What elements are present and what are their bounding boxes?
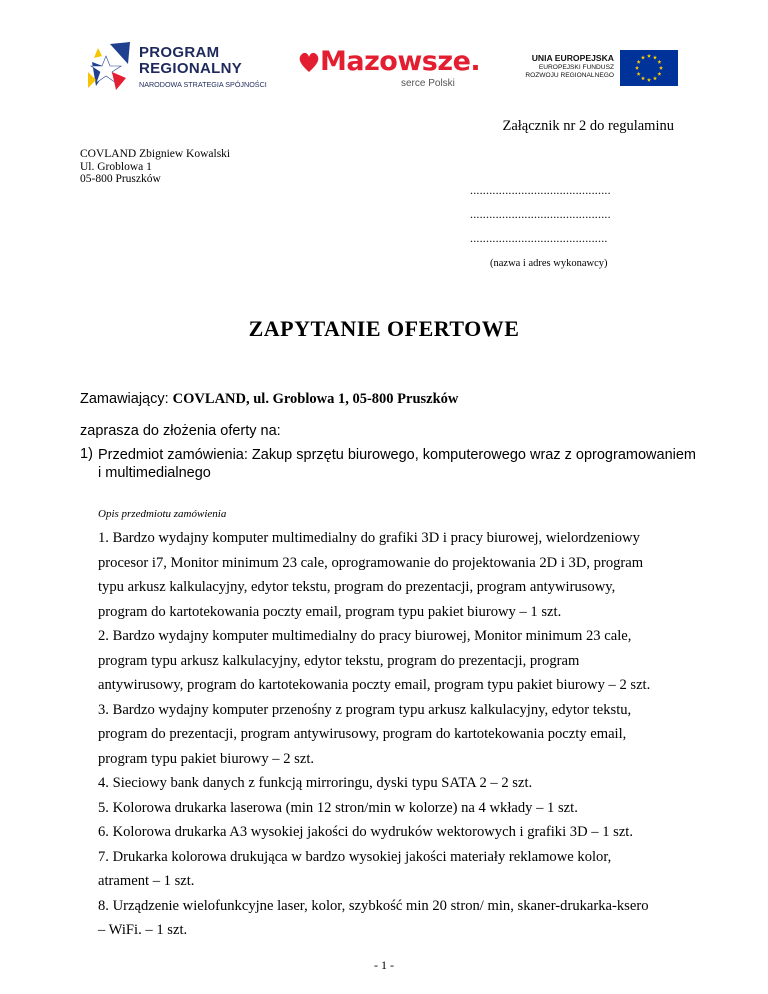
orderer-value: COVLAND, ul. Groblowa 1, 05-800 Pruszków — [172, 391, 459, 407]
item-line: antywirusowy, program do kartotekowania poczty email, program typu pakiet biurowy – 2 szt. — [98, 677, 651, 693]
item-line: program typu pakiet biurowy – 2 szt. — [98, 750, 315, 767]
item-line: 6. Kolorowa drukarka A3 wysokiej jakości do wydruków wektorowych i grafiki 3D – 1 szt. — [98, 824, 634, 840]
eu-star-icon — [637, 72, 641, 76]
sender-address — [80, 148, 230, 186]
program-logo-line2: REGIONALNY — [139, 60, 243, 77]
item-line: program typu arkusz kalkulacyjny, edytor tekstu, program do prezentacji, program — [98, 652, 580, 669]
program-regionalny-logo — [86, 42, 268, 92]
eu-star-icon — [653, 55, 657, 59]
program-logo-subtitle: NARODOWA STRATEGIA SPÓJNOŚCI — [139, 80, 267, 89]
heart-icon — [298, 50, 320, 74]
mazowsze-logo-word: Mazowsze. — [320, 46, 481, 77]
star-emblem-icon — [86, 42, 136, 92]
item-line: program do prezentacji, program antywirusowy, program do kartotekowania poczty email, — [98, 726, 627, 742]
eu-logo — [512, 50, 678, 86]
eu-logo-line1: UNIA EUROPEJSKA — [531, 53, 614, 63]
item-line: 1. Bardzo wydajny komputer multimedialny do grafiki 3D i pracy biurowej, wielordzeniowy — [98, 530, 640, 546]
eu-star-icon — [641, 55, 645, 59]
eu-logo-line3: ROZWOJU REGIONALNEGO — [525, 72, 614, 79]
sender-street: Ul. Groblowa 1 — [80, 160, 152, 173]
point-line: Przedmiot zamówienia: Zakup sprzętu biurowego, komputerowego wraz z oprogramowaniem — [98, 447, 696, 463]
page-number: - 1 - — [374, 958, 394, 972]
item-line: procesor i7, Monitor minimum 23 cale, oprogramowanie do projektowania 2D i 3D, program — [98, 554, 644, 571]
item-line: program do kartotekowania poczty email, program typu pakiet biurowy – 1 szt. — [98, 603, 562, 620]
point-text — [98, 446, 698, 482]
item-line: 8. Urządzenie wielofunkcyjne laser, kolor, szybkość min 20 stron/ min, skaner-drukarka-ksero — [98, 897, 649, 914]
vendor-dots-line: ............................................ — [470, 207, 611, 221]
eu-star-icon — [657, 72, 661, 76]
eu-star-icon — [659, 66, 663, 70]
item-line: 5. Kolorowa drukarka laserowa (min 12 stron/min w kolorze) na 4 wkłady – 1 szt. — [98, 799, 578, 816]
eu-star-icon — [641, 76, 645, 80]
eu-flag-icon — [620, 50, 678, 86]
vendor-dots-line: ............................................ — [470, 183, 611, 197]
item-line: 2. Bardzo wydajny komputer multimedialny do pracy biurowej, Monitor minimum 23 cale, — [98, 628, 632, 644]
point-line: i multimedialnego — [98, 465, 211, 481]
eu-star-icon — [653, 76, 657, 80]
eu-star-icon — [647, 54, 651, 58]
description-heading: Opis przedmiotu zamówienia — [98, 508, 227, 520]
orderer-line — [80, 391, 458, 408]
program-logo-line1: PROGRAM — [139, 44, 220, 61]
item-line: typu arkusz kalkulacyjny, edytor tekstu, program do prezentacji, program antywirusowy, — [98, 579, 616, 595]
items-list — [98, 526, 698, 943]
annex-note: Załącznik nr 2 do regulaminu — [502, 118, 674, 134]
item-line: 4. Sieciowy bank danych z funkcją mirroringu, dyski typu SATA 2 – 2 szt. — [98, 775, 533, 791]
orderer-label: Zamawiający: — [80, 391, 169, 407]
point-number: 1) — [80, 446, 93, 462]
sender-city: 05-800 Pruszków — [80, 173, 161, 185]
sender-name: COVLAND Zbigniew Kowalski — [80, 148, 231, 160]
eu-star-icon — [637, 60, 641, 64]
vendor-dots-line: ........................................... — [470, 231, 608, 245]
vendor-caption: (nazwa i adres wykonawcy) — [490, 258, 608, 269]
item-line: 3. Bardzo wydajny komputer przenośny z program typu arkusz kalkulacyjny, edytor tekstu, — [98, 701, 632, 718]
document-title: ZAPYTANIE OFERTOWE — [248, 316, 520, 341]
item-line: – WiFi. – 1 szt. — [98, 922, 188, 938]
eu-star-icon — [647, 78, 651, 82]
item-line: 7. Drukarka kolorowa drukująca w bardzo wysokiej jakości materiały reklamowe kolor, — [98, 848, 612, 865]
invitation-text: zaprasza do złożenia oferty na: — [80, 423, 281, 439]
item-line: atrament – 1 szt. — [98, 873, 195, 889]
eu-star-icon — [635, 66, 639, 70]
eu-star-icon — [657, 60, 661, 64]
mazowsze-logo-subtitle: serce Polski — [401, 78, 455, 89]
mazowsze-logo — [298, 46, 494, 94]
eu-logo-line2: EUROPEJSKI FUNDUSZ — [538, 64, 614, 71]
